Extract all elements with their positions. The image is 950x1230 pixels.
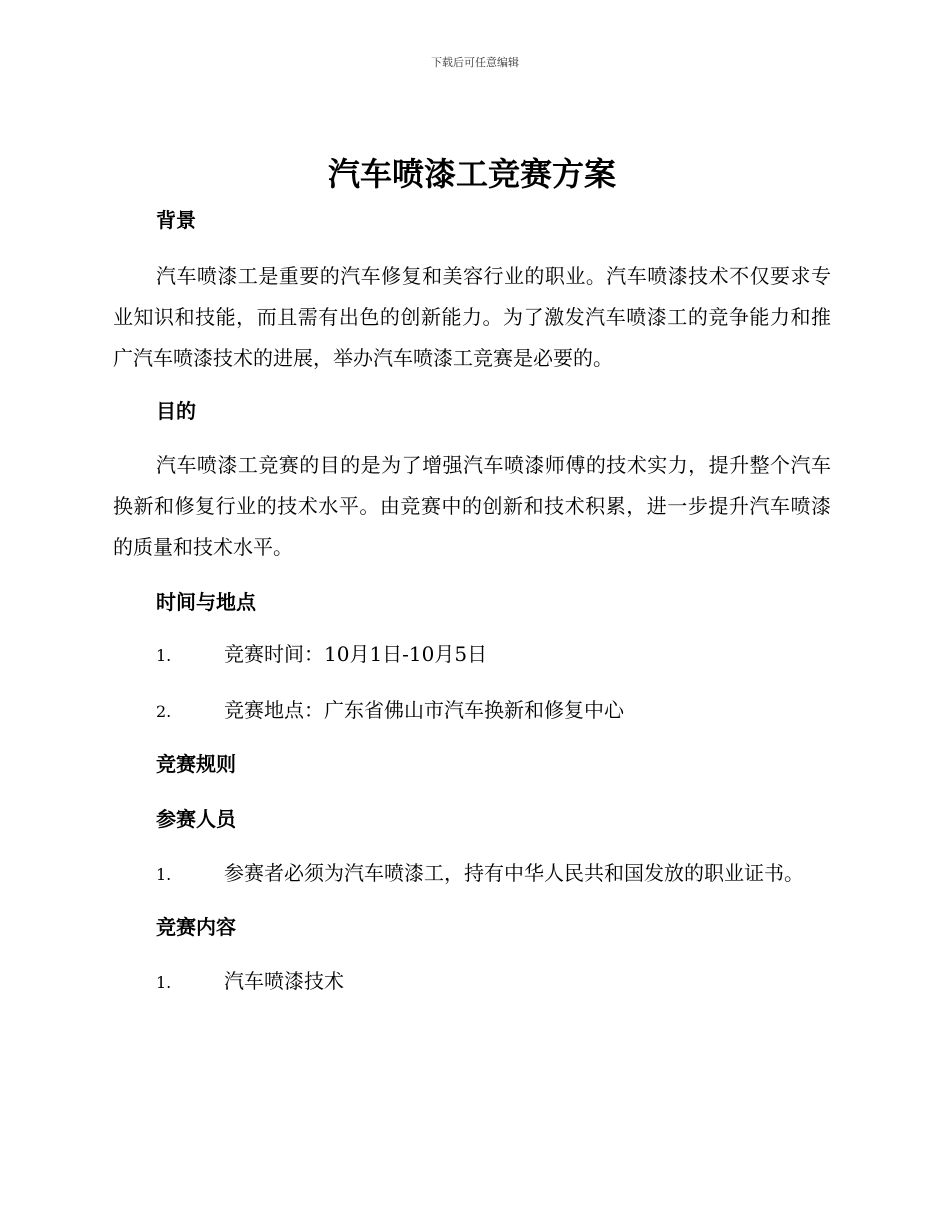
header-note: 下载后可任意编辑 — [431, 56, 519, 69]
paragraph-purpose: 汽车喷漆工竞赛的目的是为了增强汽车喷漆师傅的技术实力，提升整个汽车换新和修复行业的技术水平。由竞赛中的创新和技术积累，进一步提升汽车喷漆的质量和技术水平。 — [113, 453, 831, 559]
list-text: 参赛者必须为汽车喷漆工，持有中华人民共和国发放的职业证书。 — [224, 861, 804, 885]
document-title: 汽车喷漆工竞赛方案 — [327, 155, 616, 193]
document-body — [113, 148, 831, 1003]
heading-rules: 竞赛规则 — [156, 752, 236, 776]
heading-content: 竞赛内容 — [156, 915, 236, 939]
list-number: 1. — [156, 865, 172, 884]
list-item — [113, 961, 831, 1003]
heading-background: 背景 — [156, 208, 196, 232]
list-text: 汽车喷漆技术 — [224, 969, 344, 993]
list-text: 竞赛时间：10月1日-10月5日 — [224, 642, 488, 666]
list-number: 2. — [156, 702, 172, 721]
paragraph-background: 汽车喷漆工是重要的汽车修复和美容行业的职业。汽车喷漆技术不仅要求专业知识和技能，而且需有出色的创新能力。为了激发汽车喷漆工的竞争能力和推广汽车喷漆技术的进展，举办汽车喷漆工竞赛是必要的。 — [113, 264, 831, 370]
list-item — [113, 853, 831, 895]
heading-time-place: 时间与地点 — [156, 590, 256, 614]
list-text: 竞赛地点：广东省佛山市汽车换新和修复中心 — [224, 698, 624, 722]
heading-participants: 参赛人员 — [156, 807, 236, 831]
list-item — [113, 690, 831, 732]
list-item — [113, 634, 831, 676]
list-number: 1. — [156, 973, 172, 992]
list-number: 1. — [156, 646, 172, 665]
heading-purpose: 目的 — [156, 399, 196, 423]
